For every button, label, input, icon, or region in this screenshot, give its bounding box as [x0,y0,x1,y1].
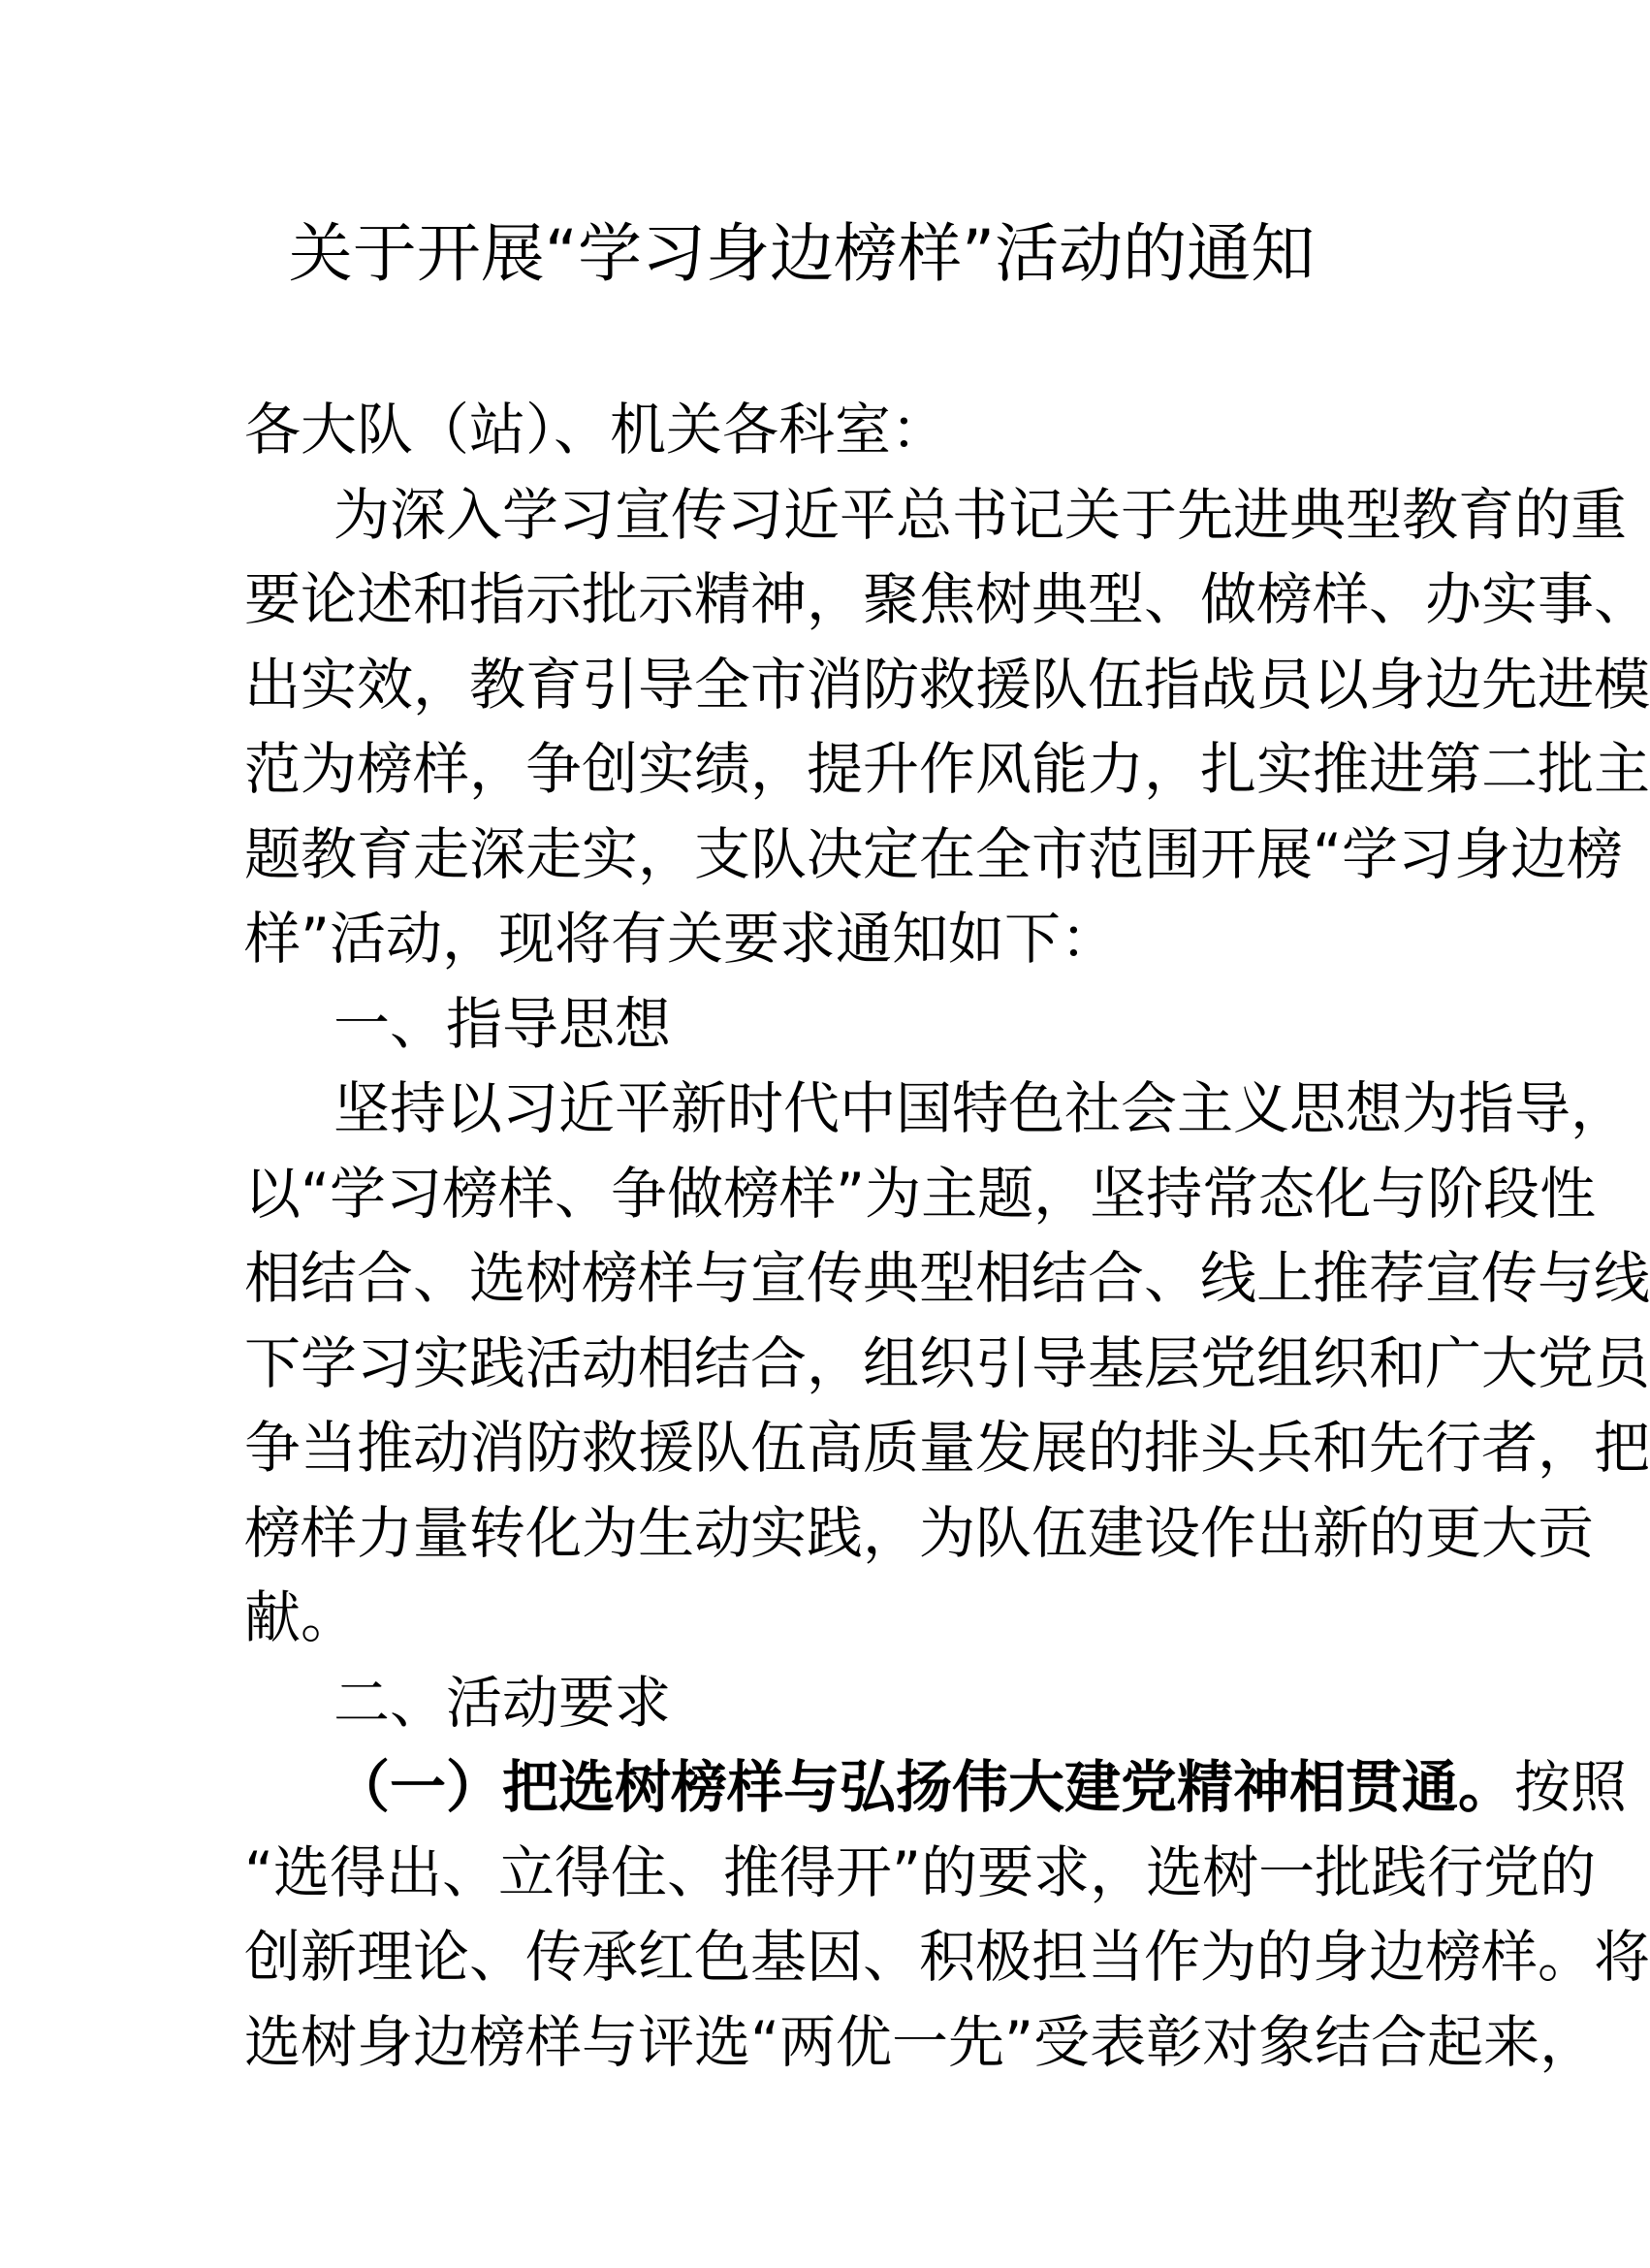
text-line: 争当推动消防救援队伍高质量发展的排头兵和先行者，把 [244,1415,1650,1481]
item-1-paragraph [244,1745,1650,2085]
text-line: “选得出、立得住、推得开”的要求，选树一批践行党的 [244,1838,1597,1905]
guiding-ideology-paragraph [244,1067,1650,1661]
salutation: 各大队（站）、机关各科室： [244,397,948,463]
text-line: 以“学习榜样、争做榜样”为主题，坚持常态化与阶段性 [244,1160,1597,1227]
text-line: 题教育走深走实，支队决定在全市范围开展“学习身边榜 [244,820,1624,887]
item-1-text: 按照 [1514,1754,1628,1820]
text-line: 范为榜样，争创实绩，提升作风能力，扎实推进第二批主 [244,736,1650,802]
text-line: 相结合、选树榜样与宣传典型相结合、线上推荐宣传与线 [244,1245,1650,1311]
text-line: 坚持以习近平新时代中国特色社会主义思想为指导， [333,1075,1628,1141]
section-heading-1: 一、指导思想 [333,990,672,1057]
text-line: 出实效，教育引导全市消防救援队伍指战员以身边先进模 [244,651,1650,718]
text-line: 献。 [244,1584,358,1650]
text-line: 要论述和指示批示精神，聚焦树典型、做榜样、办实事、 [244,566,1650,632]
text-line: 榜样力量转化为生动实践，为队伍建设作出新的更大贡 [244,1499,1595,1566]
document-title: 关于开展“学习身边榜样”活动的通知 [288,216,1316,291]
text-line: 下学习实践活动相结合，组织引导基层党组织和广大党员 [244,1329,1650,1396]
section-heading-2: 二、活动要求 [333,1669,672,1736]
item-1-heading: （一）把选树榜样与弘扬伟大建党精神相贯通。 [333,1754,1515,1820]
text-line: 选树身边榜样与评选“两优一先”受表彰对象结合起来， [244,2008,1597,2075]
text-line: 为深入学习宣传习近平总书记关于先进典型教育的重 [333,481,1628,548]
text-line [244,1745,1628,1831]
text-line: 创新理论、传承红色基因、积极担当作为的身边榜样。将 [244,1924,1650,1990]
document-body [244,388,1650,2085]
text-line: 样”活动，现将有关要求通知如下： [244,906,1118,972]
intro-paragraph [244,473,1650,982]
